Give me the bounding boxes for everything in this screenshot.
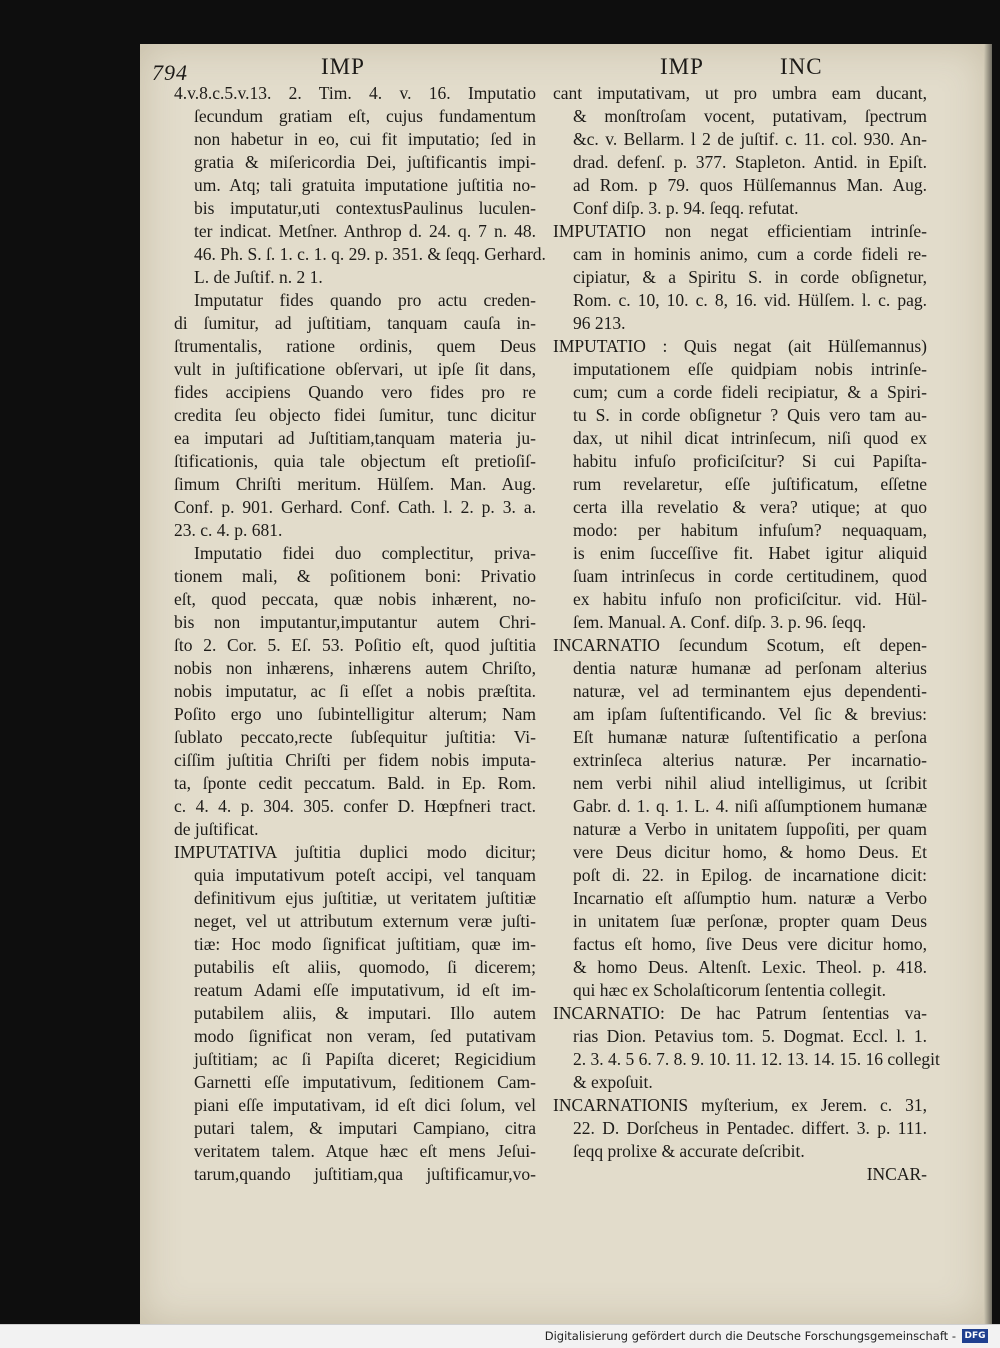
text-line: ciſſim juſtitia Chriſti per fidem nobis imputa-: [174, 750, 536, 770]
text-line: in unitatem ſuæ perſonæ, propter quam Deus: [573, 911, 927, 931]
text-line: eſt, quod peccata, quæ nobis inhærent, no-: [174, 589, 536, 609]
text-line: nobis non inhærens, inhærens autem Chriſto,: [174, 658, 536, 678]
left-text-column: [174, 82, 546, 1186]
text-line: ſeqq prolixe & accurate deſcribit.: [573, 1141, 805, 1161]
text-line: Imputatur fides quando pro actu creden-: [194, 290, 536, 310]
text-line: IMPUTATIO : Quis negat (ait Hülſemannus): [553, 336, 927, 356]
text-line: imputationem eſſe quidpiam nobis intrinſe-: [573, 359, 927, 379]
text-line: factus eſt homo, ſive Deus vere dicitur homo,: [573, 934, 927, 954]
text-line: vere Deus dicitur homo, & homo Deus. Et: [573, 842, 927, 862]
text-line: Conf diſp. 3. p. 94. ſeqq. refutat.: [573, 198, 799, 218]
text-line: cam in hominis animo, cum a corde fideli re-: [573, 244, 927, 264]
page-edge: [984, 44, 992, 1324]
text-line: ſublato peccato,recte ſubſequitur juſtitia: Vi-: [174, 727, 536, 747]
text-line: modo ſignificat non veram, ſed putativam: [194, 1026, 536, 1046]
text-line: gratia & miſericordia Dei, juſtificantis impi-: [194, 152, 536, 172]
text-line: credita ſeu objecto fidei ſumitur, tunc dicitur: [174, 405, 536, 425]
text-line: bis imputatur,uti contextusPaulinus luculen-: [194, 198, 536, 218]
text-line: ad Rom. p 79. quos Hülſemannus Man. Aug.: [573, 175, 927, 195]
text-line: INCARNATIONIS myſterium, ex Jerem. c. 31,: [553, 1095, 927, 1115]
text-line: naturæ a Verbo in unitatem ſuppoſiti, per quam: [573, 819, 927, 839]
text-line: 22. D. Dorſcheus in Pentadec. differt. 3. p. 111.: [573, 1118, 927, 1138]
text-line: fides accipiens Quando vero fides pro re: [174, 382, 536, 402]
text-line: juſtitiam; ac ſi Papiſta diceret; Regicidium: [194, 1049, 536, 1069]
text-line: cum; cum a corde fideli recipiatur, & a Spiri-: [573, 382, 927, 402]
text-line: INCARNATIO ſecundum Scotum, eſt depen-: [553, 635, 927, 655]
footer-bar: [0, 1324, 1000, 1348]
text-line: Incarnatio eſt aſſumptio hum. naturæ a Verbo: [573, 888, 927, 908]
text-line: rias Dion. Petavius tom. 5. Dogmat. Eccl. l. 1.: [573, 1026, 927, 1046]
text-line: de juſtificat.: [174, 819, 259, 839]
text-line: ſecundum gratiam eſt, cujus fundamentum: [194, 106, 536, 126]
text-line: dentia naturæ humanæ ad perſonam alterius: [573, 658, 927, 678]
text-line: &c. v. Bellarm. l 2 de juſtif. c. 11. col. 930. An-: [573, 129, 927, 149]
left-running-head: IMP: [321, 54, 365, 79]
catchword: INCAR-: [866, 1164, 927, 1184]
dfg-logo: DFG: [962, 1329, 988, 1343]
right-text-column: [553, 82, 940, 1186]
right-running-head-second: INC: [780, 54, 823, 79]
text-line: um. Atq; tali gratuita imputatione juſtitia no-: [194, 175, 536, 195]
text-line: ea imputari ad Juſtitiam,tanquam materia ju-: [174, 428, 536, 448]
text-line: nobis imputatur, ac ſi eſſet a nobis præſtita.: [174, 681, 536, 701]
text-line: & homo Deus. Altenſt. Lexic. Theol. p. 418.: [573, 957, 927, 977]
text-line: L. de Juſtif. n. 2 1.: [194, 267, 323, 287]
text-line: putabilis eſt aliis, quomodo, ſi dicerem;: [194, 957, 536, 977]
text-line: cant imputativam, ut pro umbra eam ducant,: [553, 83, 927, 103]
text-line: Imputatio fidei duo complectitur, priva-: [194, 543, 536, 563]
text-line: 4.v.8.c.5.v.13. 2. Tim. 4. v. 16. Imputatio: [174, 83, 536, 103]
funding-notice: Digitalisierung gefördert durch die Deutsche Forschungsgemeinschaft -: [544, 1329, 956, 1343]
text-line: is enim ſucceſſive fit. Habet igitur aliquid: [573, 543, 927, 563]
text-line: piani eſſe imputativam, id eſt dici ſolum, vel: [194, 1095, 536, 1115]
text-line: cipiatur, & a Spiritu S. in corde obſignetur,: [573, 267, 927, 287]
text-line: definitivum ejus juſtitiæ, ut veritatem juſtitiæ: [194, 888, 536, 908]
right-running-head: IMP: [660, 54, 704, 79]
text-line: Rom. c. 10, 10. c. 8, 16. vid. Hülſem. l. c. pag.: [573, 290, 927, 310]
text-line: vult in juſtificatione obſervari, ut ipſe ſit dans,: [174, 359, 536, 379]
text-line: 96 213.: [573, 313, 626, 333]
text-line: certa illa revelatio & vera? utique; at quo: [573, 497, 927, 517]
text-line: ſto 2. Cor. 5. Eſ. 53. Poſitio eſt, quod juſtitia: [174, 635, 536, 655]
text-line: ex habitu infuſo non proficiſcitur. vid. Hül-: [573, 589, 927, 609]
scanned-page: [140, 44, 986, 1324]
text-line: 2. 3. 4. 5 6. 7. 8. 9. 10. 11. 12. 13. 14. 15. 16 collegit: [573, 1049, 940, 1069]
text-line: di ſumitur, ad juſtitiam, tanquam cauſa in-: [174, 313, 536, 333]
text-line: veritatem talem. Atque hæc eſt mens Jeſui-: [194, 1141, 536, 1161]
text-line: naturæ, vel ad terminantem ejus dependenti-: [573, 681, 927, 701]
text-line: IMPUTATIO non negat efficientiam intrinſe-: [553, 221, 927, 241]
text-line: drad. defenſ. p. 377. Stapleton. Antid. in Epiſt.: [573, 152, 927, 172]
text-line: qui hæc ex Scholaſticorum ſententia collegit.: [573, 980, 886, 1000]
text-line: extrinſeca alterius naturæ. Per incarnatio-: [573, 750, 927, 770]
text-line: tu S. in corde obſignetur ? Quis vero tam au-: [573, 405, 927, 425]
text-line: neget, vel ut attributum externum veræ juſti-: [194, 911, 536, 931]
text-line: 23. c. 4. p. 681.: [174, 520, 283, 540]
text-line: & expoſuit.: [573, 1072, 653, 1092]
page-number: 794: [152, 60, 188, 85]
text-line: ſem. Manual. A. Conf. diſp. 3. p. 96. ſeqq.: [573, 612, 867, 632]
text-line: Garnetti eſſe imputativum, ſeditionem Cam-: [194, 1072, 536, 1092]
text-line: Conf. p. 901. Gerhard. Conf. Cath. l. 2. p. 3. a.: [174, 497, 536, 517]
text-line: rum revelaretur, eſſe juſtificatum, eſſetne: [573, 474, 927, 494]
text-line: c. 4. 4. p. 304. 305. confer D. Hœpfneri tract.: [174, 796, 536, 816]
text-line: tionem mali, & poſitionem boni: Privatio: [174, 566, 536, 586]
text-line: putabilem aliis, & imputari. Illo autem: [194, 1003, 536, 1023]
text-line: poſt di. 22. in Epilog. de incarnatione dicit:: [573, 865, 927, 885]
text-line: IMPUTATIVA juſtitia duplici modo dicitur;: [174, 842, 536, 862]
text-line: bis non imputantur,imputantur autem Chri-: [174, 612, 536, 632]
text-line: tiæ: Hoc modo ſignificat juſtitiam, quæ im-: [194, 934, 536, 954]
text-line: ta, ſponte cedit peccatum. Bald. in Ep. Rom.: [174, 773, 536, 793]
text-line: habitu infuſo proficiſcitur? Si cui Papiſta-: [573, 451, 927, 471]
text-line: & monſtroſam vocent, putativam, ſpectrum: [573, 106, 927, 126]
text-line: ſtificationis, quia tale objectum eſt pretioſiſ-: [174, 451, 536, 471]
text-line: INCARNATIO: De hac Patrum ſententias va-: [553, 1003, 927, 1023]
text-line: tarum,quando juſtitiam,qua juſtificamur,vo-: [194, 1164, 536, 1184]
text-line: 46. Ph. S. ſ. 1. c. 1. q. 29. p. 351. & ſeqq. Gerhard.: [194, 244, 546, 264]
text-line: non habetur in eo, cui fit imputatio; ſed in: [194, 129, 536, 149]
text-line: putari talem, & imputari Campiano, citra: [194, 1118, 536, 1138]
text-line: modo: per habitum infuſum? nequaquam,: [573, 520, 927, 540]
text-line: ſtrumentalis, ratione ordinis, quem Deus: [174, 336, 536, 356]
text-line: Gabr. d. 1. q. 1. L. 4. niſi aſſumptionem humanæ: [573, 796, 927, 816]
text-line: am ipſam ſuſtentificando. Vel ſic & brevius:: [573, 704, 927, 724]
text-line: ſimum Chriſti meritum. Hülſem. Man. Aug.: [174, 474, 536, 494]
text-line: dax, ut nihil dicat intrinſecum, niſi quod ex: [573, 428, 927, 448]
text-line: ſuam intrinſecus in corde certitudinem, quod: [573, 566, 927, 586]
text-line: Poſito ergo uno ſubintelligitur alterum; Nam: [174, 704, 536, 724]
text-line: ter indicat. Metſner. Anthrop d. 24. q. 7 n. 48.: [194, 221, 536, 241]
text-line: reatum Adami eſſe imputativum, id eſt im-: [194, 980, 536, 1000]
text-line: Eſt humanæ naturæ ſuſtentificatio a perſona: [573, 727, 927, 747]
text-line: nem verbi nihil aliud intelligimus, ut ſcribit: [573, 773, 927, 793]
text-line: quia imputativum poteſt accipi, vel tanquam: [194, 865, 536, 885]
